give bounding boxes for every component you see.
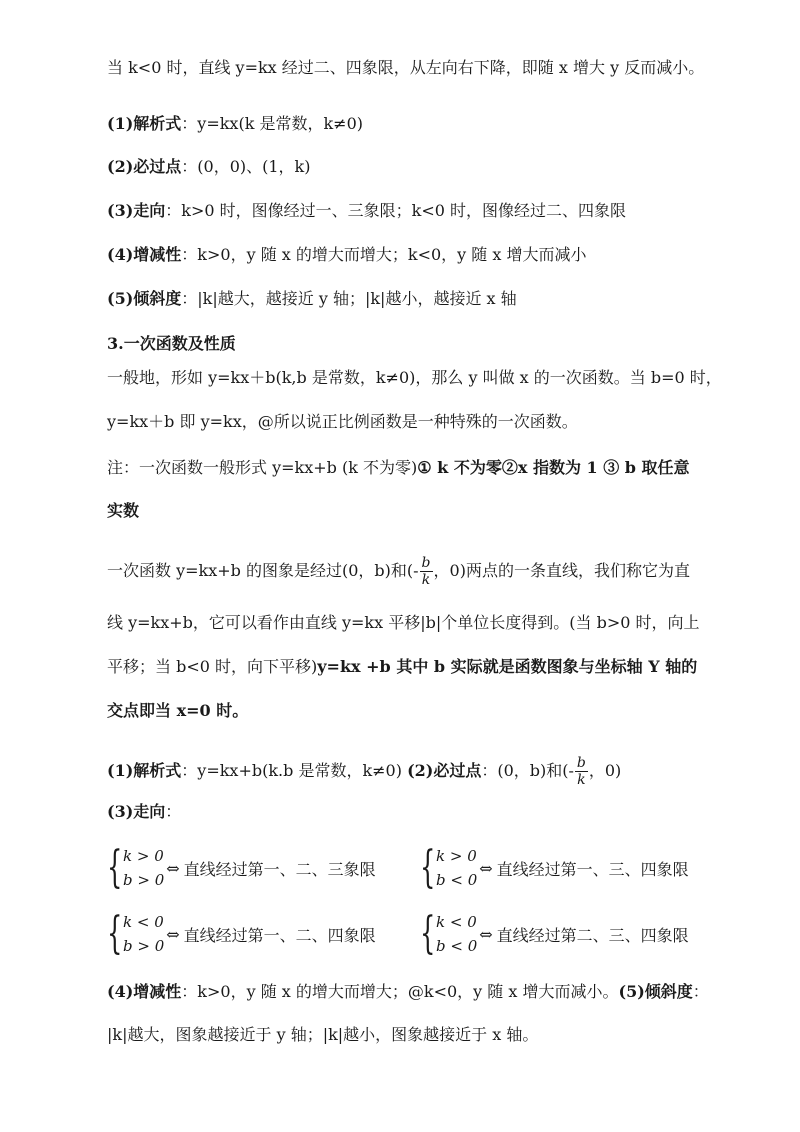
note-line: 实数 (107, 501, 140, 520)
property-monotonic: (4)增减性：k>0，y 随 x 的增大而增大；k<0，y 随 x 增大而减小 (107, 245, 587, 264)
section-title: 3.一次函数及性质 (107, 334, 236, 353)
property-slope: |k|越大，图象越接近于 y 轴；|k|越小，图象越接近于 x 轴。 (107, 1025, 539, 1044)
property-analytic: (1)解析式：y=kx(k 是常数，k≠0) (107, 114, 363, 133)
iff-icon: ⇔ (166, 858, 180, 878)
property-slope: (5)倾斜度：|k|越大，越接近 y 轴；|k|越小，越接近 x 轴 (107, 289, 517, 308)
text-line: 当 k<0 时，直线 y=kx 经过二、四象限，从左向右下降，即随 x 增大 y 反而减小。 (107, 58, 705, 77)
iff-icon: ⇔ (479, 858, 493, 878)
text-line: 平移；当 b<0 时，向下平移)y=kx +b 其中 b 实际就是函数图象与坐标轴 Y 轴的 (107, 657, 698, 676)
case-k-neg-b-neg: { k < 0 b < 0 ⇔ 直线经过第二、三、四象限 (420, 908, 689, 959)
text-line: y=kx＋b 即 y=kx，@所以说正比例函数是一种特殊的一次函数。 (107, 412, 578, 431)
case-k-neg-b-pos: { k < 0 b > 0 ⇔ 直线经过第一、二、四象限 (107, 908, 376, 959)
property-analytic: (1)解析式：y=kx+b(k.b 是常数，k≠0) (2)必过点：(0，b)和(- $\frac{b}{k}$ ，0) (107, 755, 622, 788)
fraction-b-over-k: $\frac{b}{k}$ (576, 755, 586, 788)
property-monotonic: (4)增减性：k>0，y 随 x 的增大而增大；@k<0，y 随 x 增大而减小。(5)倾斜度： (107, 982, 709, 1001)
text-line: 线 y=kx+b，它可以看作由直线 y=kx 平移|b|个单位长度得到。(当 b>0 时，向上 (107, 613, 700, 632)
iff-icon: ⇔ (479, 924, 493, 944)
text-line: 一次函数 y=kx+b 的图象是经过(0，b)和(- $\frac{b}{k}$ ，0)两点的一条直线，我们称它为直 (107, 555, 690, 588)
case-k-pos-b-neg: { k > 0 b < 0 ⇔ 直线经过第一、三、四象限 (420, 842, 689, 893)
left-brace: { (420, 842, 436, 893)
property-direction: (3)走向： (107, 802, 182, 821)
left-brace: { (107, 842, 123, 893)
left-brace: { (107, 908, 123, 959)
text-line: 交点即当 x=0 时。 (107, 701, 249, 720)
left-brace: { (420, 908, 436, 959)
property-direction: (3)走向：k>0 时，图像经过一、三象限；k<0 时，图像经过二、四象限 (107, 201, 627, 220)
case-k-pos-b-pos: { k > 0 b > 0 ⇔ 直线经过第一、二、三象限 (107, 842, 376, 893)
iff-icon: ⇔ (166, 924, 180, 944)
note-line: 注：一次函数一般形式 y=kx+b (k 不为零)① k 不为零②x 指数为 1 ③ b 取任意 (107, 458, 690, 477)
property-fixed-point: (2)必过点：(0，0)、(1，k) (107, 157, 311, 176)
text-line: 一般地，形如 y=kx＋b(k,b 是常数，k≠0)，那么 y 叫做 x 的一次函数。当 b=0 时， (107, 368, 722, 387)
fraction-b-over-k: $\frac{b}{k}$ (421, 555, 431, 588)
